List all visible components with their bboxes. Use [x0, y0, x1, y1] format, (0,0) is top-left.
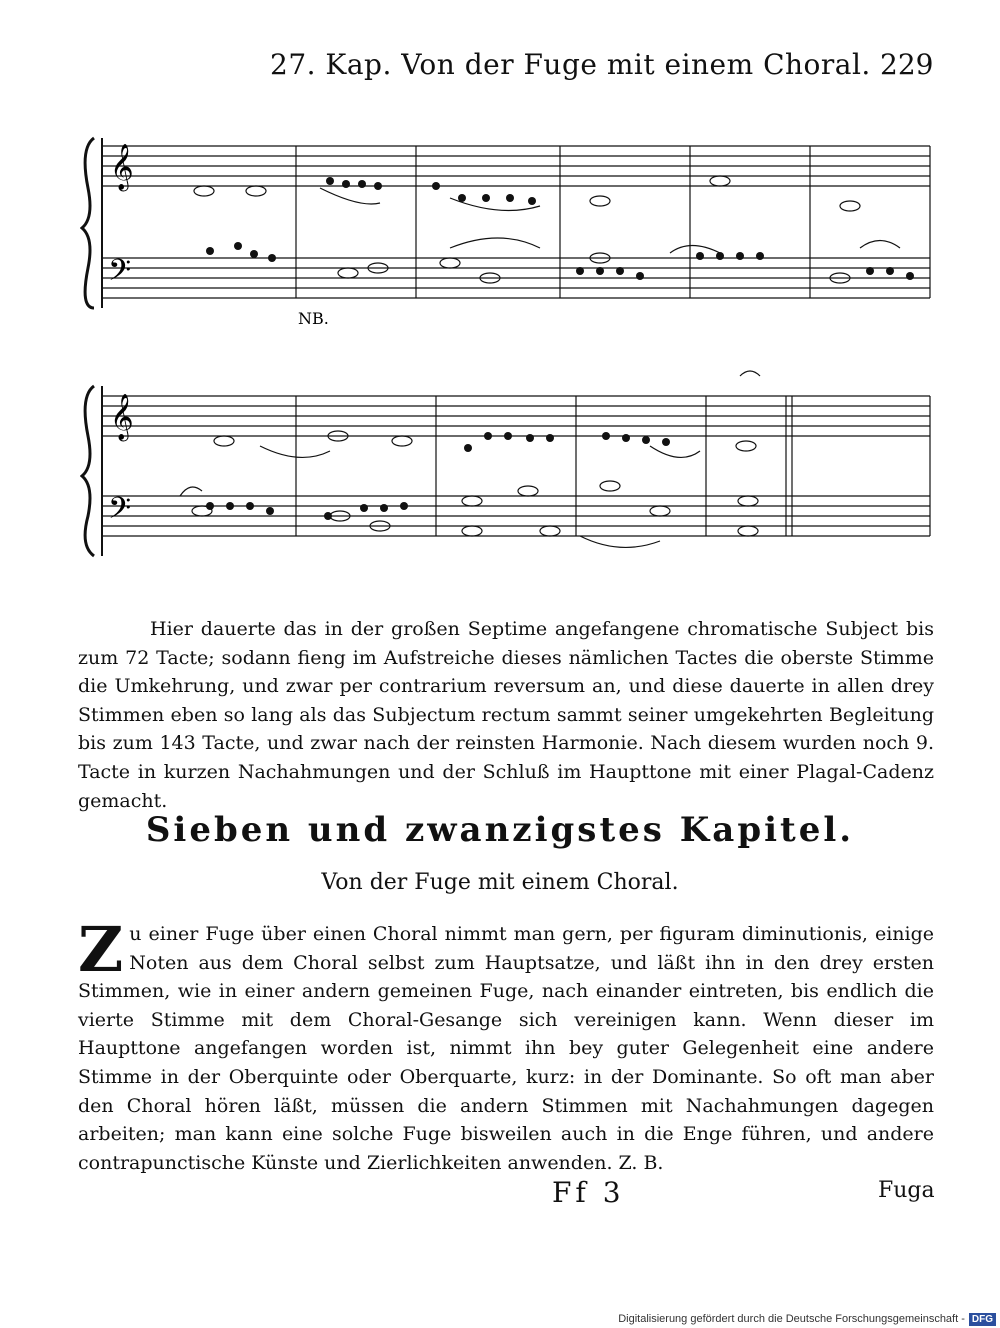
svg-text:𝄢: 𝄢 — [108, 254, 132, 295]
running-title: 27. Kap. Von der Fuge mit einem Choral. — [270, 48, 871, 81]
paragraph-chromatic-subject: Hier dauerte das in der großen Septime angefangene chromatische Subject bis zum 72 Tacte; sodann fieng im Aufstreiche dieses nämlichen Tactes die oberste Stimme die Umkehrung, und zwar per contrarium reversum an, und diese dauerte in allen drey Stimmen eben so lang als das Subjectum rectum sammt seiner umgekehrten Begleitung bis zum 143 Tacte, und zwar nach der reinsten Harmonie. Nach diesem wurden noch 9. Tacte in kurzen Nachahmungen und der Schluß im Haupttone mit einer Plagal-Cadenz gemacht. — [78, 618, 934, 812]
music-system-2 — [80, 356, 940, 576]
nb-annotation: NB. — [298, 309, 329, 328]
score-image-2 — [80, 356, 940, 576]
chapter-subtitle: Von der Fuge mit einem Choral. — [321, 870, 679, 895]
catchword: Fuga — [878, 1178, 935, 1203]
credit-text: Digitalisierung gefördert durch die Deutsche Forschungsgemeinschaft - — [618, 1313, 965, 1325]
svg-text:𝄞: 𝄞 — [110, 394, 134, 440]
svg-text:𝄞: 𝄞 — [110, 144, 134, 190]
chapter-heading: Sieben und zwanzigstes Kapitel. — [145, 810, 855, 850]
music-system-1 — [80, 128, 940, 338]
paragraph-choral-fugue — [78, 913, 934, 1177]
page-number: 229 — [880, 48, 934, 81]
score-image-1 — [80, 128, 940, 338]
dfg-logo: DFG — [969, 1313, 996, 1326]
svg-text:𝄢: 𝄢 — [108, 492, 132, 533]
page-header — [0, 48, 1000, 88]
signature-mark: Ff 3 — [552, 1176, 625, 1209]
digitization-credit — [602, 1310, 1000, 1328]
paragraph-body: u einer Fuge über einen Choral nimmt man gern, per figuram diminutionis, einige Noten aus dem Choral selbst zum Hauptsatze, und läßt ihn in den drey ersten Stimmen, wie in einer andern gemeinen Fuge, nach einander eintreten, bis endlich die vierte Stimme mit dem Choral-Gesange sich vereinigen kann. Wenn dieser im Haupttone angefangen worden ist, nimmt ihn bey guter Gelegenheit eine andere Stimme in der Oberquinte oder Oberquarte, kurz: in der Dominante. So oft man aber den Choral hören läßt, müssen die andern Stimmen mit Nachahmungen dagegen arbeiten; man kann eine solche Fuge bisweilen auch in die Enge führen, und andere contrapunctische Künste und Zierlichkeiten anwenden. Z. B. — [78, 923, 934, 1174]
page-footer — [0, 1176, 1000, 1216]
drop-cap: Z — [78, 913, 124, 986]
